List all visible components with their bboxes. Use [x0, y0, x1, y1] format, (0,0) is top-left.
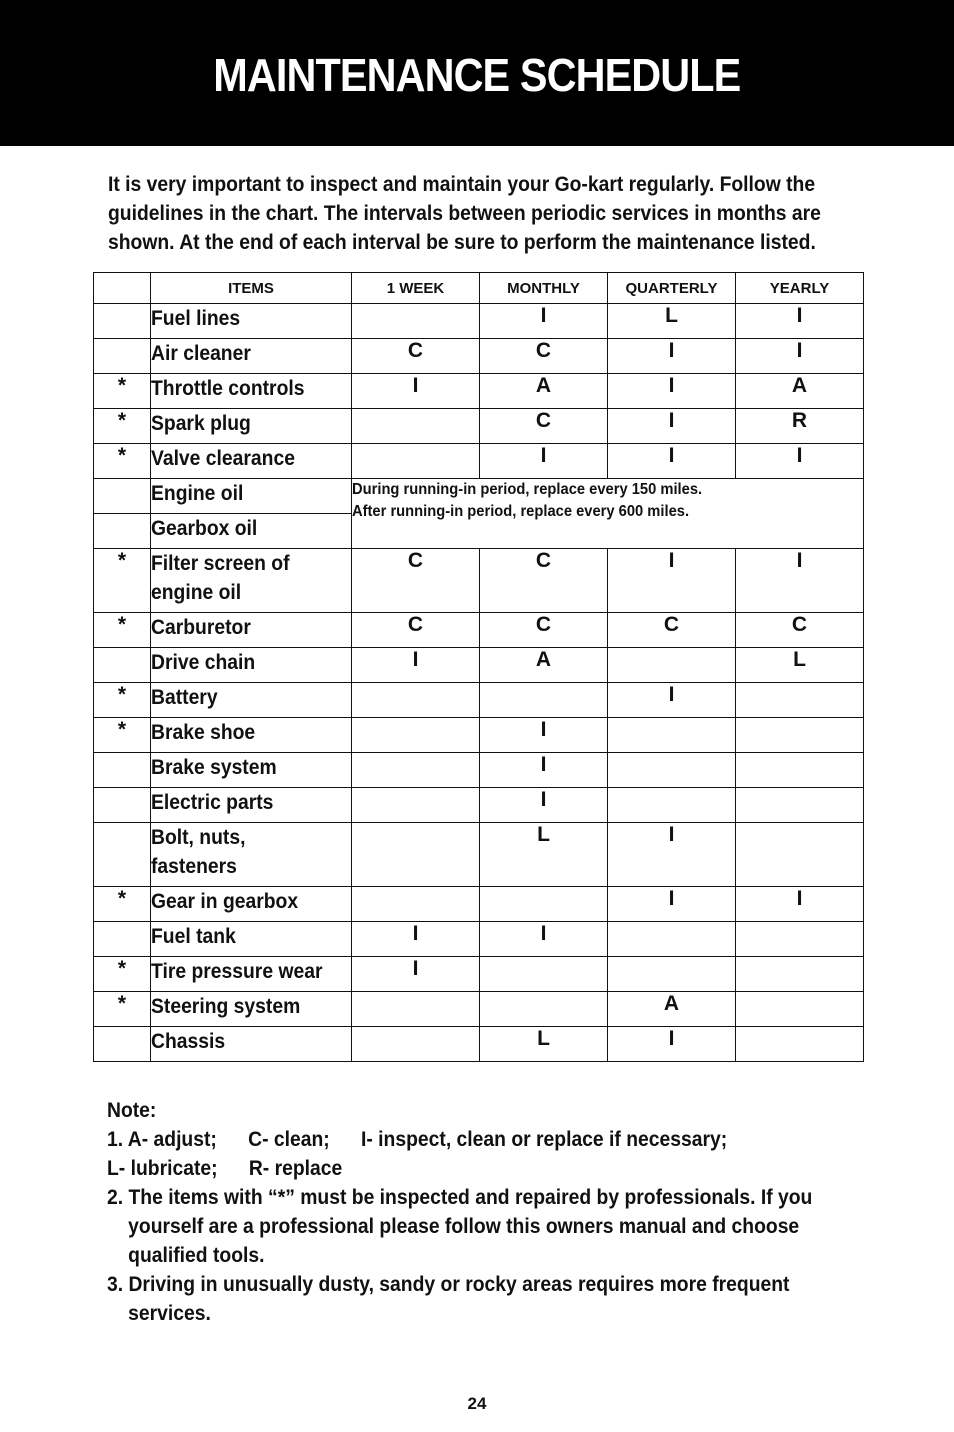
cell-yearly — [736, 1027, 864, 1062]
header-monthly: MONTHLY — [480, 273, 608, 304]
professional-mark — [94, 479, 151, 514]
item-name — [151, 887, 352, 922]
cell-quarterly — [608, 718, 736, 753]
item-label: Filter screen of engine oil — [151, 552, 290, 604]
table-row — [94, 374, 864, 409]
item-label: Gearbox oil — [151, 517, 258, 540]
cell-yearly: L — [736, 648, 864, 683]
cell-monthly — [480, 683, 608, 718]
professional-mark — [94, 823, 151, 887]
note-2-line: qualified tools. — [128, 1244, 265, 1267]
table-row — [94, 683, 864, 718]
header-mark — [94, 273, 151, 304]
cell-monthly: L — [480, 823, 608, 887]
legend-line-1 — [107, 1125, 825, 1154]
item-name — [151, 374, 352, 409]
cell-yearly — [736, 992, 864, 1027]
cell-quarterly — [608, 753, 736, 788]
note-3-line: services. — [128, 1302, 211, 1325]
professional-mark: * — [94, 887, 151, 922]
table-row — [94, 648, 864, 683]
item-name — [151, 479, 352, 514]
table-row — [94, 823, 864, 887]
item-name — [151, 514, 352, 549]
cell-week — [352, 304, 480, 339]
table-row — [94, 718, 864, 753]
professional-mark — [94, 1027, 151, 1062]
cell-quarterly: I — [608, 374, 736, 409]
cell-quarterly: I — [608, 409, 736, 444]
item-label: Fuel lines — [151, 307, 241, 330]
item-label: Valve clearance — [151, 447, 295, 470]
notes-heading: Note: — [107, 1099, 157, 1122]
cell-monthly: C — [480, 549, 608, 613]
table-row — [94, 992, 864, 1027]
page-title: MAINTENANCE SCHEDULE — [213, 49, 741, 101]
cell-quarterly: C — [608, 613, 736, 648]
item-name — [151, 409, 352, 444]
cell-quarterly — [608, 788, 736, 823]
cell-week — [352, 753, 480, 788]
cell-monthly: I — [480, 788, 608, 823]
cell-yearly: I — [736, 887, 864, 922]
cell-week: I — [352, 374, 480, 409]
item-name — [151, 648, 352, 683]
cell-yearly: I — [736, 444, 864, 479]
cell-week: C — [352, 549, 480, 613]
notes-section — [107, 1096, 887, 1328]
item-label: Fuel tank — [151, 925, 236, 948]
cell-monthly: I — [480, 753, 608, 788]
table-row — [94, 957, 864, 992]
item-name — [151, 613, 352, 648]
professional-mark: * — [94, 444, 151, 479]
item-name — [151, 788, 352, 823]
cell-week — [352, 409, 480, 444]
cell-monthly — [480, 957, 608, 992]
item-label: Gear in gearbox — [151, 890, 299, 913]
item-label: Engine oil — [151, 482, 244, 505]
cell-quarterly: A — [608, 992, 736, 1027]
item-name — [151, 718, 352, 753]
item-label: Battery — [151, 686, 218, 709]
intro-line: It is very important to inspect and maintain your Go-kart regularly. Follow the — [108, 173, 816, 196]
header-items: ITEMS — [151, 273, 352, 304]
cell-monthly: A — [480, 374, 608, 409]
item-name — [151, 683, 352, 718]
title-banner — [0, 0, 954, 146]
table-row — [94, 788, 864, 823]
cell-week: C — [352, 613, 480, 648]
item-label: Electric parts — [151, 791, 274, 814]
item-name — [151, 304, 352, 339]
cell-week: C — [352, 339, 480, 374]
cell-yearly — [736, 788, 864, 823]
item-name — [151, 339, 352, 374]
legend-adjust: 1. A- adjust; — [107, 1128, 217, 1151]
intro-line: guidelines in the chart. The intervals between periodic services in months are — [108, 202, 821, 225]
cell-monthly — [480, 992, 608, 1027]
item-name — [151, 922, 352, 957]
table-row — [94, 304, 864, 339]
legend-replace: R- replace — [248, 1157, 343, 1180]
professional-mark: * — [94, 957, 151, 992]
oil-change-note — [352, 479, 864, 549]
item-label: Brake system — [151, 756, 277, 779]
cell-quarterly — [608, 957, 736, 992]
cell-yearly: I — [736, 549, 864, 613]
professional-mark: * — [94, 613, 151, 648]
professional-mark — [94, 753, 151, 788]
cell-quarterly: I — [608, 1027, 736, 1062]
cell-yearly — [736, 683, 864, 718]
cell-yearly: C — [736, 613, 864, 648]
legend-lubricate: L- lubricate; — [107, 1157, 218, 1180]
legend-inspect: I- inspect, clean or replace if necessary; — [361, 1128, 728, 1151]
professional-mark: * — [94, 409, 151, 444]
cell-week — [352, 823, 480, 887]
cell-monthly: C — [480, 409, 608, 444]
professional-mark: * — [94, 549, 151, 613]
item-label: Carburetor — [151, 616, 251, 639]
table-row — [94, 444, 864, 479]
cell-quarterly: I — [608, 683, 736, 718]
table-row — [94, 1027, 864, 1062]
cell-monthly: I — [480, 444, 608, 479]
cell-yearly — [736, 957, 864, 992]
table-row — [94, 409, 864, 444]
cell-yearly: I — [736, 339, 864, 374]
table-row — [94, 887, 864, 922]
cell-quarterly: I — [608, 339, 736, 374]
item-label: Chassis — [151, 1030, 226, 1053]
table-row — [94, 339, 864, 374]
note-2-line: yourself are a professional please follow this owners manual and choose — [128, 1215, 800, 1238]
professional-mark: * — [94, 992, 151, 1027]
cell-week — [352, 444, 480, 479]
cell-quarterly: I — [608, 887, 736, 922]
item-label: Steering system — [151, 995, 301, 1018]
cell-quarterly — [608, 648, 736, 683]
cell-monthly: I — [480, 304, 608, 339]
note-2-line: 2. The items with “*” must be inspected and repaired by professionals. If you — [107, 1186, 813, 1209]
maintenance-table — [93, 272, 864, 1062]
cell-yearly — [736, 823, 864, 887]
cell-yearly: I — [736, 304, 864, 339]
cell-week — [352, 683, 480, 718]
item-name — [151, 823, 352, 887]
cell-monthly: L — [480, 1027, 608, 1062]
item-name — [151, 549, 352, 613]
item-label: Throttle controls — [151, 377, 305, 400]
professional-mark — [94, 514, 151, 549]
professional-mark — [94, 339, 151, 374]
cell-quarterly: I — [608, 549, 736, 613]
cell-quarterly: I — [608, 444, 736, 479]
table-header-row — [94, 273, 864, 304]
cell-monthly: C — [480, 613, 608, 648]
cell-week — [352, 887, 480, 922]
item-label: Brake shoe — [151, 721, 256, 744]
table-row — [94, 753, 864, 788]
cell-yearly: A — [736, 374, 864, 409]
cell-week: I — [352, 648, 480, 683]
table-row — [94, 922, 864, 957]
cell-monthly: C — [480, 339, 608, 374]
cell-quarterly: I — [608, 823, 736, 887]
item-label: Drive chain — [151, 651, 256, 674]
cell-monthly: I — [480, 922, 608, 957]
cell-week — [352, 788, 480, 823]
cell-yearly — [736, 922, 864, 957]
cell-yearly — [736, 753, 864, 788]
oil-note-line: After running-in period, replace every 600 miles. — [352, 503, 690, 520]
cell-week: I — [352, 957, 480, 992]
professional-mark — [94, 788, 151, 823]
oil-note-line: During running-in period, replace every 150 miles. — [352, 481, 703, 498]
professional-mark: * — [94, 374, 151, 409]
cell-yearly — [736, 718, 864, 753]
header-yearly: YEARLY — [736, 273, 864, 304]
professional-mark — [94, 922, 151, 957]
item-name — [151, 444, 352, 479]
cell-week — [352, 992, 480, 1027]
cell-monthly — [480, 887, 608, 922]
item-name — [151, 753, 352, 788]
table-row — [94, 549, 864, 613]
professional-mark: * — [94, 718, 151, 753]
intro-line: shown. At the end of each interval be sure to perform the maintenance listed. — [108, 231, 816, 254]
table-row — [94, 479, 864, 514]
item-label: Bolt, nuts, fasteners — [151, 826, 246, 878]
professional-mark — [94, 304, 151, 339]
page-number: 24 — [467, 1394, 487, 1413]
item-label: Tire pressure wear — [151, 960, 323, 983]
cell-quarterly — [608, 922, 736, 957]
table-row — [94, 613, 864, 648]
cell-week: I — [352, 922, 480, 957]
professional-mark: * — [94, 683, 151, 718]
header-1-week: 1 WEEK — [352, 273, 480, 304]
header-quarterly: QUARTERLY — [608, 273, 736, 304]
professional-mark — [94, 648, 151, 683]
item-name — [151, 1027, 352, 1062]
cell-quarterly: L — [608, 304, 736, 339]
note-3-line: 3. Driving in unusually dusty, sandy or rocky areas requires more frequent — [107, 1273, 790, 1296]
cell-yearly: R — [736, 409, 864, 444]
intro-paragraph — [108, 170, 878, 257]
item-label: Spark plug — [151, 412, 251, 435]
cell-monthly: I — [480, 718, 608, 753]
legend-line-2 — [107, 1154, 825, 1183]
cell-week — [352, 718, 480, 753]
item-name — [151, 992, 352, 1027]
legend-clean: C- clean; — [248, 1128, 330, 1151]
cell-week — [352, 1027, 480, 1062]
item-name — [151, 957, 352, 992]
cell-monthly: A — [480, 648, 608, 683]
item-label: Air cleaner — [151, 342, 251, 365]
